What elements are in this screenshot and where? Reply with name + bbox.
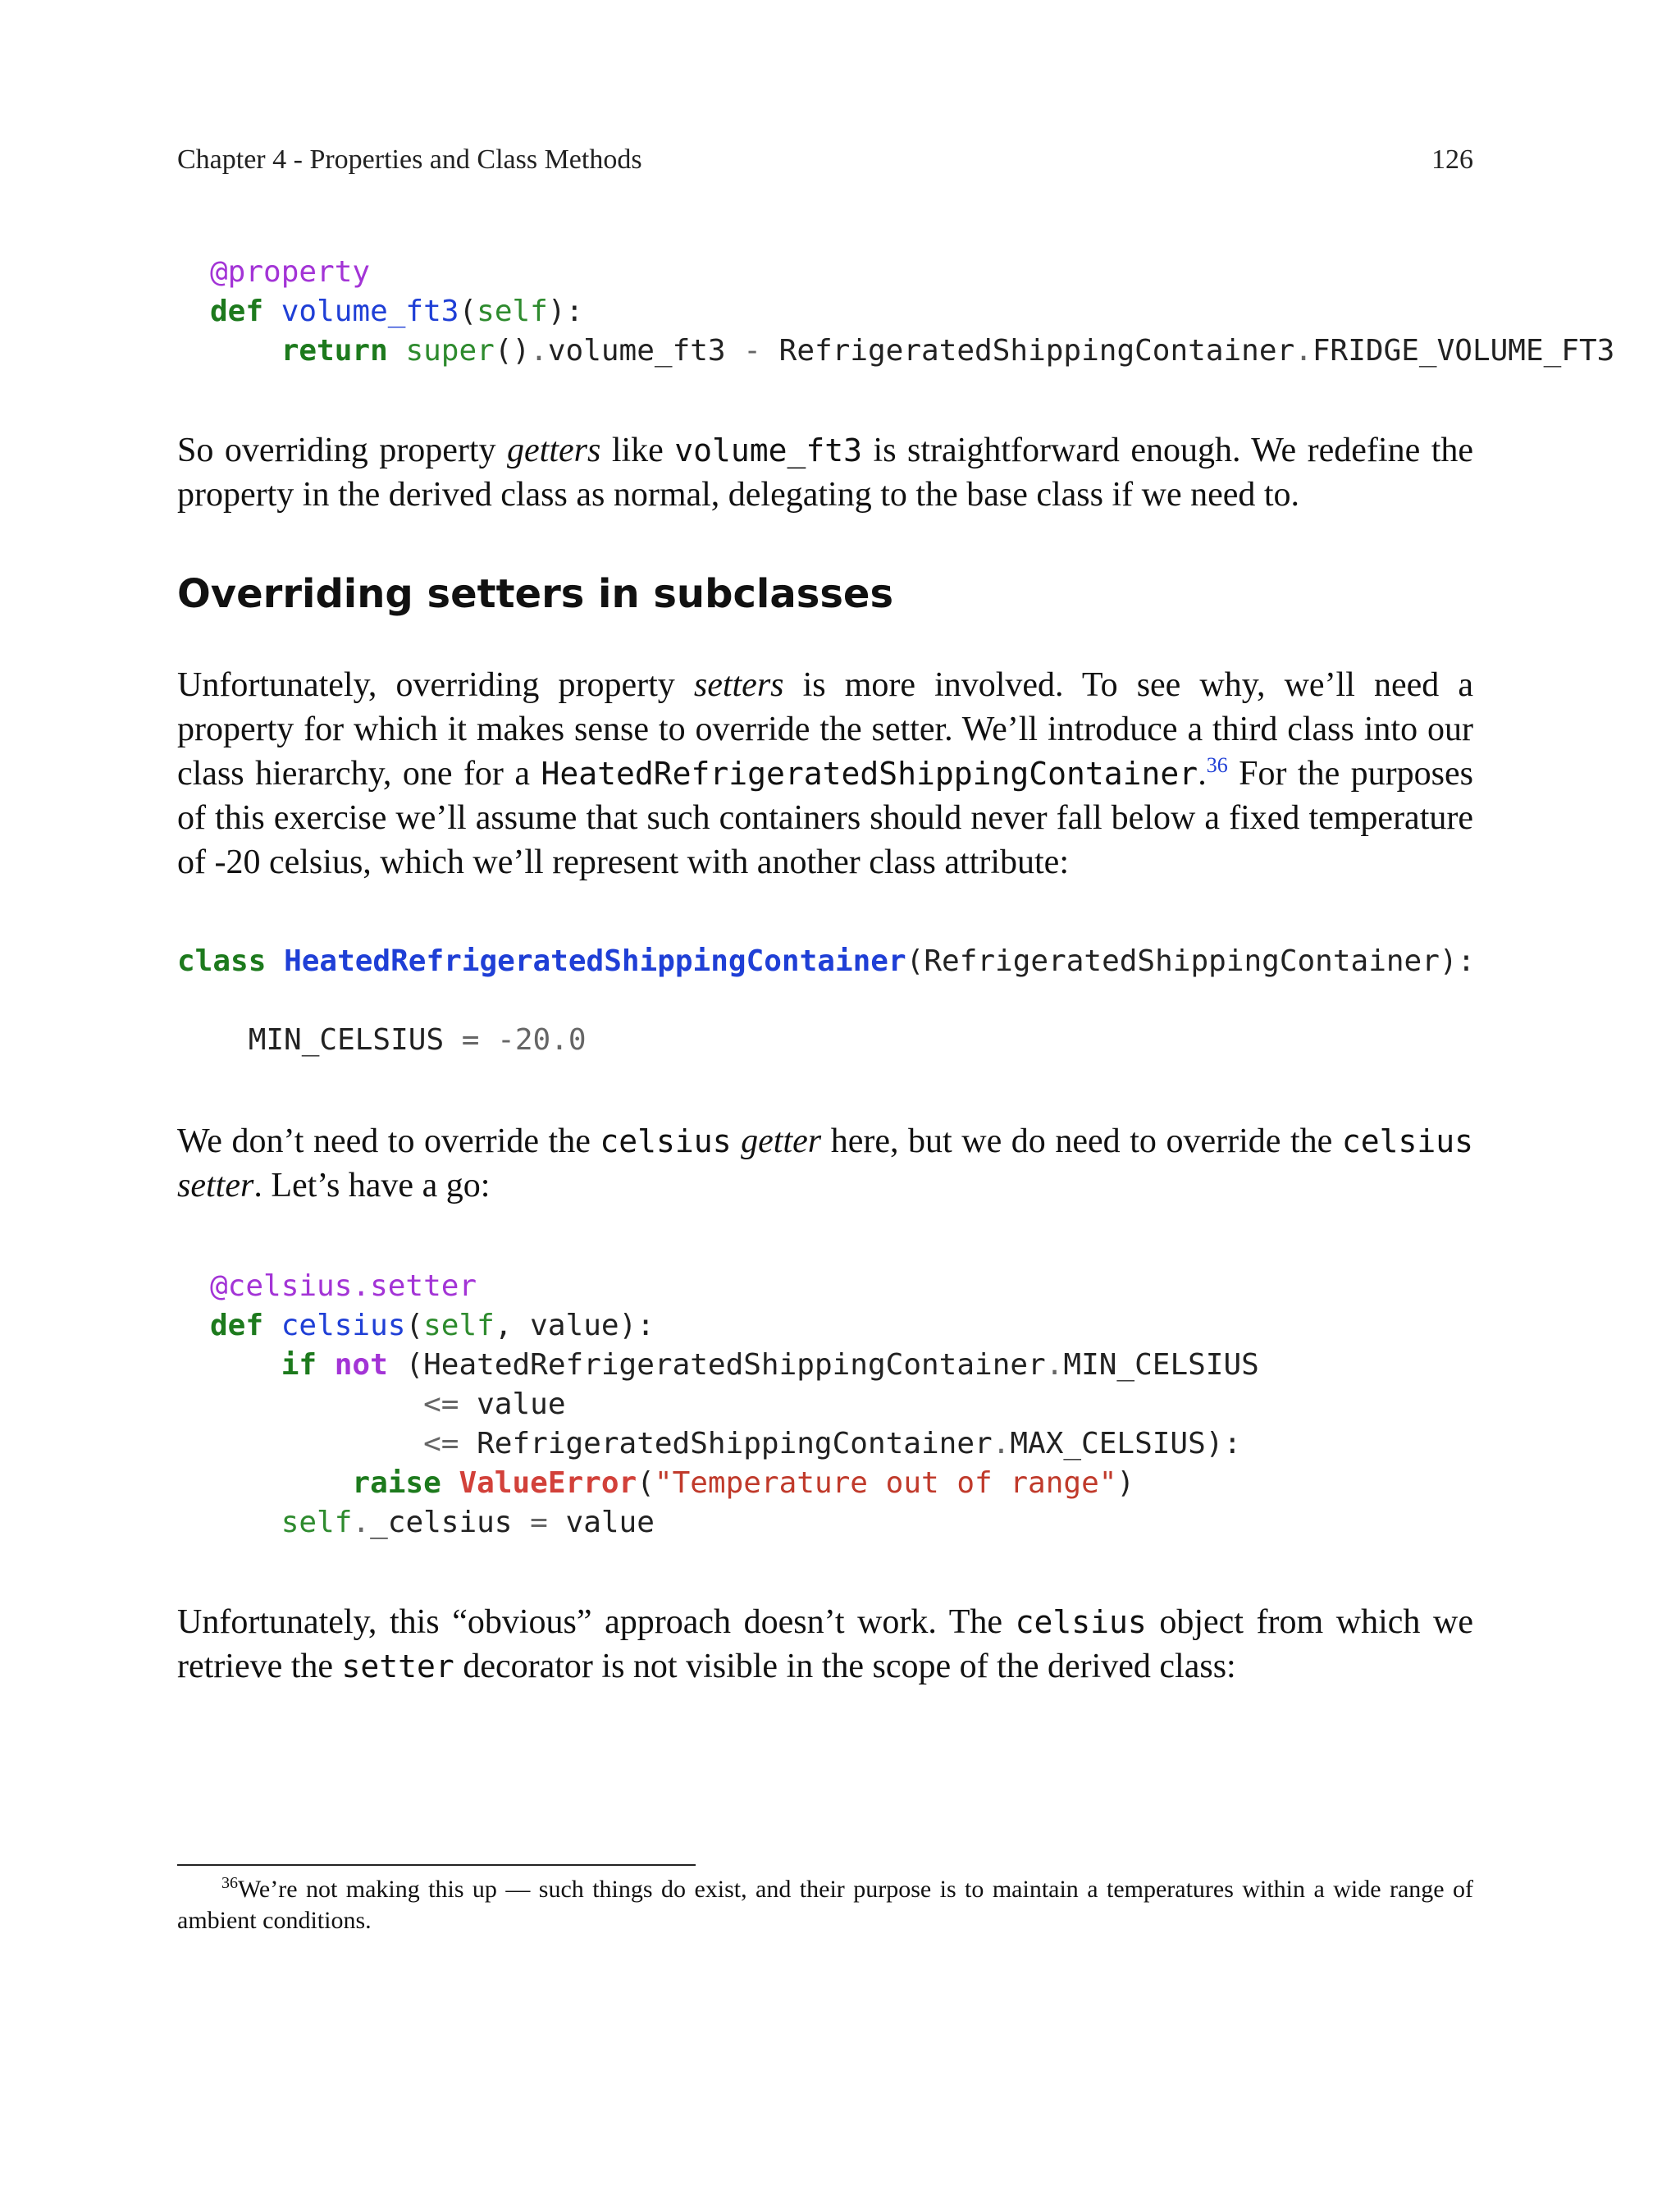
text: For the purposes of this exercise we’ll assume that such containers should never fall below a fixed temperature of -20 celsius, which we’ll represent with another class attribute: — [177, 755, 1473, 881]
indent — [210, 1427, 423, 1460]
paren-close: ): — [1439, 944, 1476, 978]
paren: ( — [459, 295, 477, 328]
text: here, but we do need to override the — [821, 1122, 1342, 1160]
emphasis: setter — [177, 1167, 254, 1204]
text: . Let’s have a go: — [253, 1167, 491, 1204]
value: value — [565, 1506, 655, 1539]
exception-name: ValueError — [459, 1466, 637, 1500]
inline-code: celsius — [600, 1123, 732, 1159]
call-parens: () — [494, 334, 531, 368]
indent — [210, 1387, 423, 1421]
class-name: HeatedRefrigeratedShippingContainer — [284, 944, 906, 978]
paren: ( — [405, 1309, 424, 1342]
text: Unfortunately, overriding property — [177, 666, 694, 704]
indent — [210, 1466, 352, 1500]
running-header — [177, 144, 1473, 184]
paren: ( — [637, 1466, 655, 1500]
dot: . — [530, 334, 548, 368]
footnote-divider — [177, 1864, 696, 1866]
params: , value): — [494, 1309, 655, 1342]
code-block-setter — [210, 1267, 1259, 1543]
inline-code: HeatedRefrigeratedShippingContainer — [541, 756, 1198, 792]
constant: MIN_CELSIUS — [1063, 1348, 1259, 1382]
keyword-def: def — [210, 1309, 264, 1342]
indent — [210, 334, 281, 368]
chapter-title: Chapter 4 - Properties and Class Methods — [177, 144, 642, 175]
paragraph-celsius — [177, 1119, 1473, 1208]
indent — [210, 1506, 281, 1539]
inline-code: setter — [341, 1648, 454, 1684]
text: . — [1198, 755, 1207, 793]
self-param: self — [477, 295, 548, 328]
page-number: 126 — [1431, 144, 1473, 175]
keyword-if: if — [281, 1348, 317, 1382]
base-class: RefrigeratedShippingContainer — [924, 944, 1440, 978]
attribute: volume_ft3 — [547, 334, 726, 368]
dot: . — [1045, 1348, 1064, 1382]
keyword-return: return — [281, 334, 388, 368]
inline-code: celsius — [1341, 1123, 1473, 1159]
inline-code: volume_ft3 — [674, 432, 863, 469]
emphasis: getters — [507, 432, 601, 469]
inline-code: celsius — [1015, 1604, 1147, 1640]
footnote-marker: 36 — [221, 1874, 238, 1892]
paragraph-setters — [177, 663, 1473, 885]
keyword-def: def — [210, 295, 264, 328]
dot: . — [1294, 334, 1312, 368]
self-param: self — [423, 1309, 495, 1342]
expr: (HeatedRefrigeratedShippingContainer — [387, 1348, 1046, 1382]
paren: ( — [906, 944, 924, 978]
assign-operator: = — [444, 1023, 498, 1057]
text: object from which we retrieve the — [177, 1603, 1473, 1685]
paren-close: ): — [547, 295, 584, 328]
assign-operator: = — [512, 1506, 566, 1539]
paragraph-getters — [177, 428, 1473, 517]
keyword-class: class — [177, 944, 267, 978]
self-ref: self — [281, 1506, 353, 1539]
emphasis: setters — [693, 666, 784, 704]
text: We don’t need to override the — [177, 1122, 600, 1160]
compare-operator: <= — [423, 1427, 459, 1460]
expr: RefrigeratedShippingContainer — [459, 1427, 993, 1460]
constant: MAX_CELSIUS): — [1010, 1427, 1242, 1460]
text: is more involved. To see why, we’ll need a property for which it makes sense to override the setter. We’ll introduce a third class into our class hierarchy, one for a — [177, 666, 1473, 793]
string-literal: "Temperature out of range" — [654, 1466, 1117, 1500]
function-name: volume_ft3 — [281, 295, 459, 328]
number-literal: -20.0 — [497, 1023, 587, 1057]
paragraph-conclusion — [177, 1600, 1473, 1689]
constant: FRIDGE_VOLUME_FT3 — [1312, 334, 1615, 368]
keyword-not: not — [334, 1348, 388, 1382]
indent — [177, 1023, 249, 1057]
dot: . — [992, 1427, 1011, 1460]
attribute: _celsius — [370, 1506, 513, 1539]
minus-operator: - — [725, 334, 779, 368]
text: decorator is not visible in the scope of the derived class: — [454, 1648, 1236, 1685]
text: Unfortunately, this “obvious” approach doesn’t work. The — [177, 1603, 1016, 1641]
code-block-class — [177, 942, 1475, 1060]
code-block-volume-ft3 — [210, 253, 1614, 371]
footnote-text: We’re not making this up — such things do exist, and their purpose is to maintain a temperatures within a wide range of ambient conditions. — [177, 1876, 1473, 1934]
builtin-super: super — [405, 334, 495, 368]
attribute-name: MIN_CELSIUS — [248, 1023, 445, 1057]
function-name: celsius — [281, 1309, 406, 1342]
paren-close: ) — [1116, 1466, 1135, 1500]
footnote-ref[interactable]: 36 — [1206, 753, 1228, 777]
indent — [210, 1348, 281, 1382]
decorator: @property — [210, 255, 371, 289]
compare-operator: <= — [423, 1387, 459, 1421]
emphasis: getter — [741, 1122, 822, 1160]
decorator: @celsius.setter — [210, 1269, 477, 1303]
text: So overriding property — [177, 432, 508, 469]
text: like — [600, 432, 675, 469]
text: is straightforward enough. We redefine the property in the derived class as normal, delegating to the base class if we need to. — [177, 432, 1474, 514]
class-ref: RefrigeratedShippingContainer — [778, 334, 1295, 368]
keyword-raise: raise — [352, 1466, 441, 1500]
dot: . — [352, 1506, 371, 1539]
footnote — [177, 1874, 1473, 1936]
text — [732, 1122, 742, 1160]
expr: value — [459, 1387, 566, 1421]
section-heading: Overriding setters in subclasses — [177, 571, 894, 617]
